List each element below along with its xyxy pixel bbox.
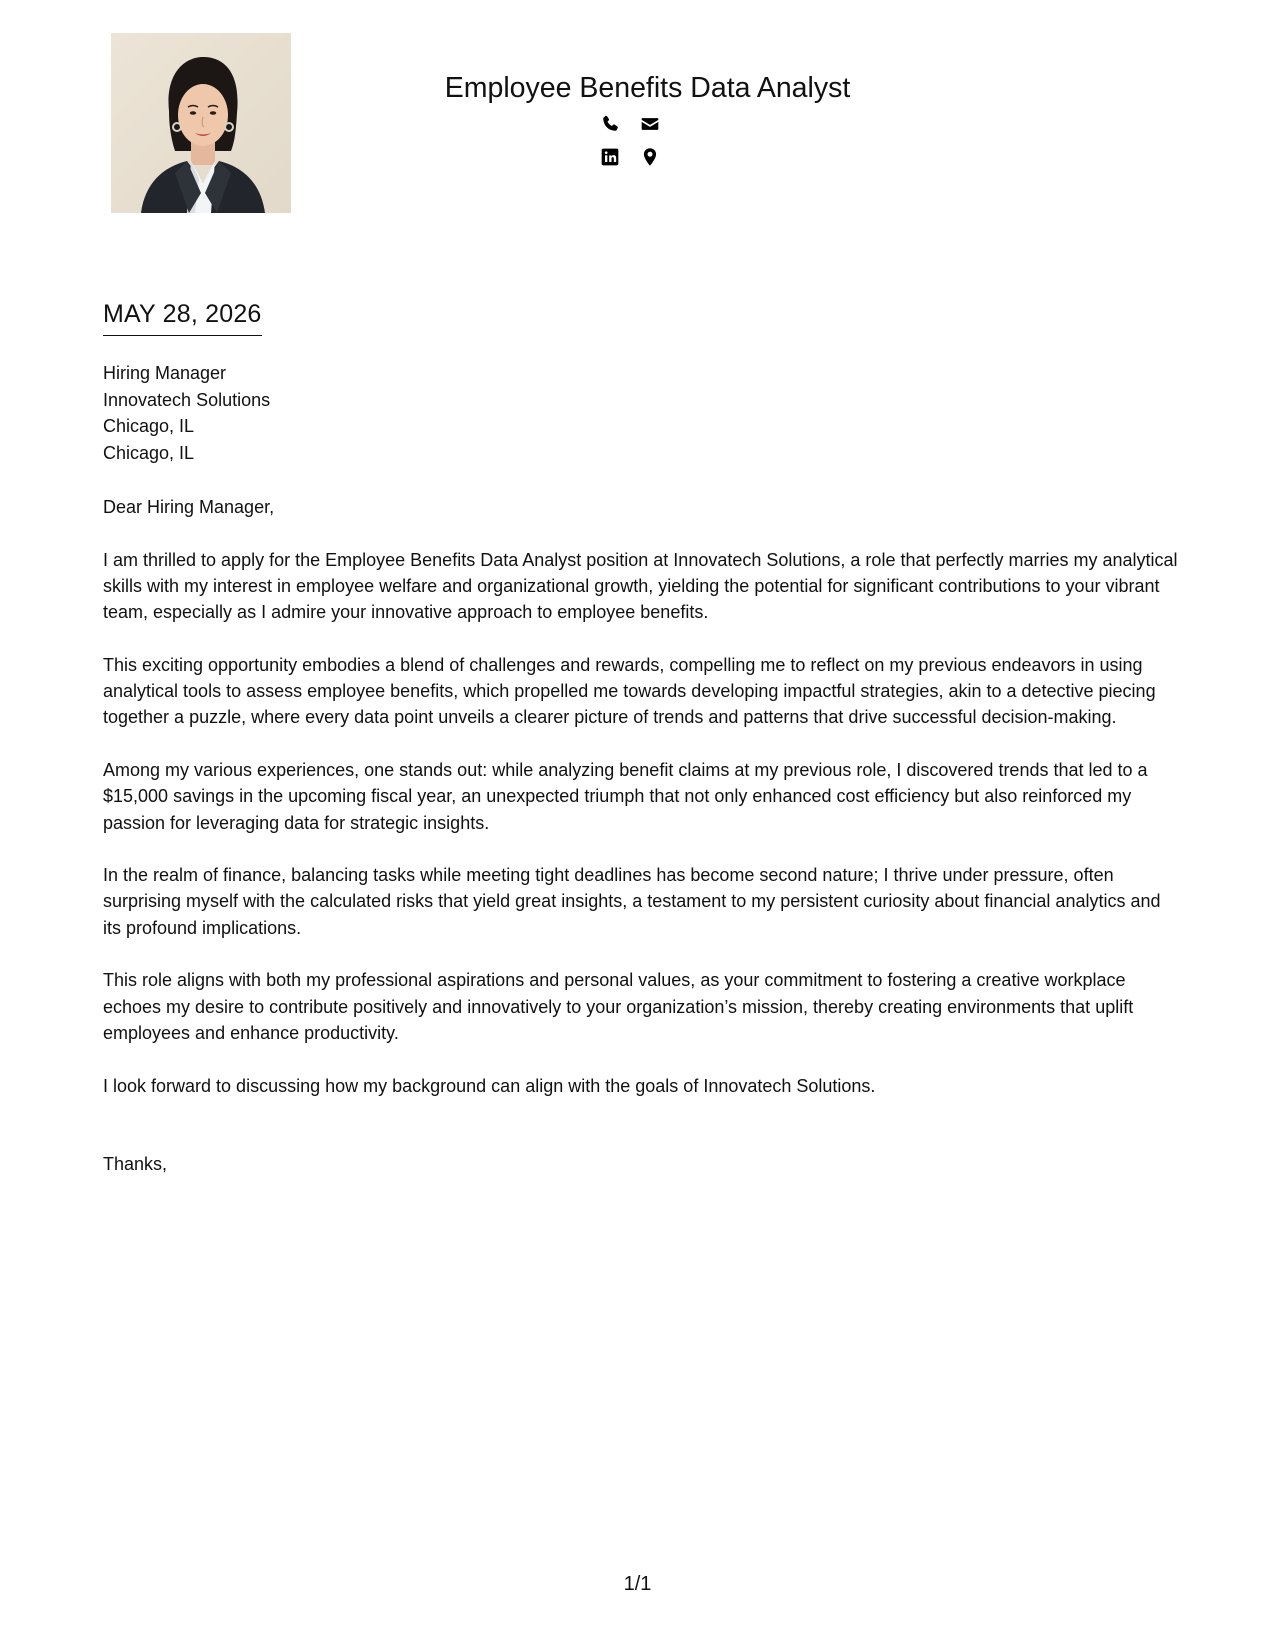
envelope-icon[interactable] (640, 114, 660, 134)
contact-icons-row-1 (600, 114, 660, 134)
contact-icons-row-2 (600, 147, 660, 167)
recipient-name: Hiring Manager (103, 363, 227, 383)
closing: Thanks, (103, 1153, 168, 1174)
location-pin-icon[interactable] (640, 147, 660, 167)
recipient-address-line-2: Chicago, IL (103, 442, 195, 463)
recipient-block (103, 360, 270, 466)
body-paragraph: This role aligns with both my professional aspirations and personal values, as your commitment to fostering a creative workplace echoes my desire to contribute positively and innovatively to your organization’s mission, thereby creating environments that uplift employees and enhance productivity. (103, 970, 1134, 1043)
body-paragraph: In the realm of finance, balancing tasks while meeting tight deadlines has become second nature; I thrive under pressure, often surprising myself with the calculated risks that yield great insights, a testament to my persistent curiosity about financial analytics and its profound implications. (103, 865, 1161, 938)
linkedin-icon[interactable] (600, 147, 620, 167)
body-paragraph: I am thrilled to apply for the Employee Benefits Data Analyst position at Innovatech Solutions, a role that perfectly marries my analytical skills with my interest in employee welfare and organizational growth, yielding the potential for significant contributions to your vibrant team, especially as I admire your innovative approach to employee benefits. (103, 549, 1178, 623)
page-number: 1/1 (623, 1573, 652, 1595)
recipient-address-line-1: Chicago, IL (103, 416, 195, 436)
salutation: Dear Hiring Manager, (103, 497, 275, 517)
phone-icon[interactable] (600, 114, 620, 134)
body-paragraph: This exciting opportunity embodies a blend of challenges and rewards, compelling me to reflect on my previous endeavors in using analytical tools to assess employee benefits, which propelled me towards developing impactful strategies, akin to a detective piecing together a puzzle, where every data point unveils a clearer picture of trends and patterns that drive successful decision-making. (103, 654, 1156, 728)
job-title-heading: Employee Benefits Data Analyst (444, 72, 851, 104)
body-paragraph: Among my various experiences, one stands out: while analyzing benefit claims at my previous role, I discovered trends that led to a $15,000 savings in the upcoming fiscal year, an unexpected triumph that not only enhanced cost efficiency but also reinforced my passion for leveraging data for strategic insights. (103, 759, 1148, 833)
letter-body (103, 494, 1178, 1203)
letter-date: MAY 28, 2026 (103, 300, 262, 336)
recipient-company: Innovatech Solutions (103, 389, 271, 410)
body-paragraph: I look forward to discussing how my background can align with the goals of Innovatech Solutions. (103, 1075, 876, 1096)
profile-photo (111, 33, 291, 213)
